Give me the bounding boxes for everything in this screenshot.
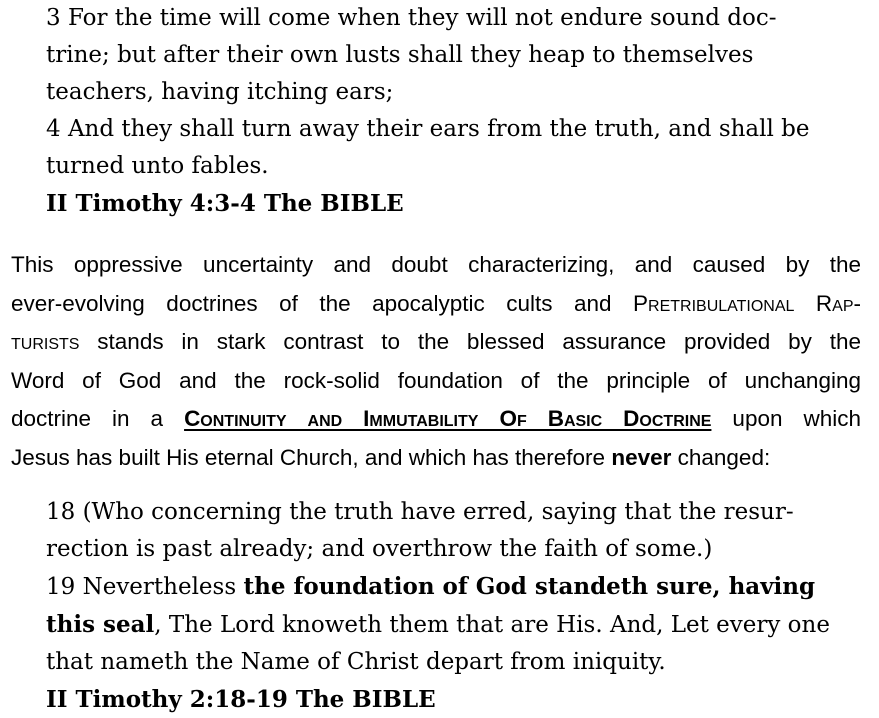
paragraph-text: Word of God and the rock-solid foundation of the principle of unchanging bbox=[11, 367, 861, 393]
quote-line: rection is past already; and overthrow the faith of some.) bbox=[46, 536, 713, 562]
body-paragraph bbox=[11, 246, 861, 477]
scripture-quote-2-tim-2 bbox=[46, 494, 836, 718]
scripture-reference: II Timothy 2:18-19 The BIBLE bbox=[46, 686, 436, 713]
quote-text: 19 Nevertheless bbox=[46, 574, 244, 600]
quote-line: that nameth the Name of Christ depart from iniquity. bbox=[46, 649, 666, 675]
scripture-quote-2-tim-4 bbox=[46, 0, 836, 222]
paragraph-text: ever-evolving doctrines of the apocalyptic cults and bbox=[11, 290, 634, 316]
paragraph-text: changed: bbox=[671, 444, 771, 470]
quote-line: 3 For the time will come when they will not endure sound doc- bbox=[46, 5, 777, 31]
paragraph-text: This oppressive uncertainty and doubt characterizing, and caused by the bbox=[11, 252, 861, 277]
paragraph-line bbox=[11, 439, 861, 478]
paragraph-line bbox=[11, 323, 861, 362]
quote-line: 18 (Who concerning the truth have erred, saying that the resur- bbox=[46, 499, 794, 525]
paragraph-text: Jesus has built His eternal Church, and which has therefore bbox=[11, 444, 612, 470]
small-caps-term: Pretribulational Rap- bbox=[633, 290, 862, 316]
paragraph-text: upon which bbox=[711, 406, 862, 431]
paragraph-line bbox=[11, 400, 861, 439]
quote-line: trine; but after their own lusts shall they heap to themselves bbox=[46, 42, 754, 68]
emphasis-text: the foundation of God standeth sure, having bbox=[243, 573, 816, 600]
quote-text: , The Lord knoweth them that are His. And, Let every one bbox=[154, 612, 830, 638]
paragraph-text: stands in stark contrast to the blessed assurance provided by the bbox=[79, 329, 861, 354]
doctrine-link[interactable]: Continuity and Immutability Of Basic Doctrine bbox=[184, 406, 712, 431]
small-caps-term: turists bbox=[11, 329, 80, 354]
quote-line: teachers, having itching ears; bbox=[46, 79, 394, 105]
quote-line: turned unto fables. bbox=[46, 153, 269, 179]
quote-line: 4 And they shall turn away their ears from the truth, and shall be bbox=[46, 116, 810, 142]
paragraph-line bbox=[11, 246, 861, 285]
emphasis-text: this seal bbox=[46, 611, 155, 638]
quote-line bbox=[46, 606, 836, 644]
paragraph-text: doctrine in a bbox=[11, 406, 185, 431]
paragraph-line bbox=[11, 362, 861, 401]
quote-line bbox=[46, 568, 836, 606]
emphasis-text: never bbox=[611, 444, 672, 470]
paragraph-line bbox=[11, 285, 861, 324]
scripture-reference: II Timothy 4:3-4 The BIBLE bbox=[46, 190, 404, 217]
